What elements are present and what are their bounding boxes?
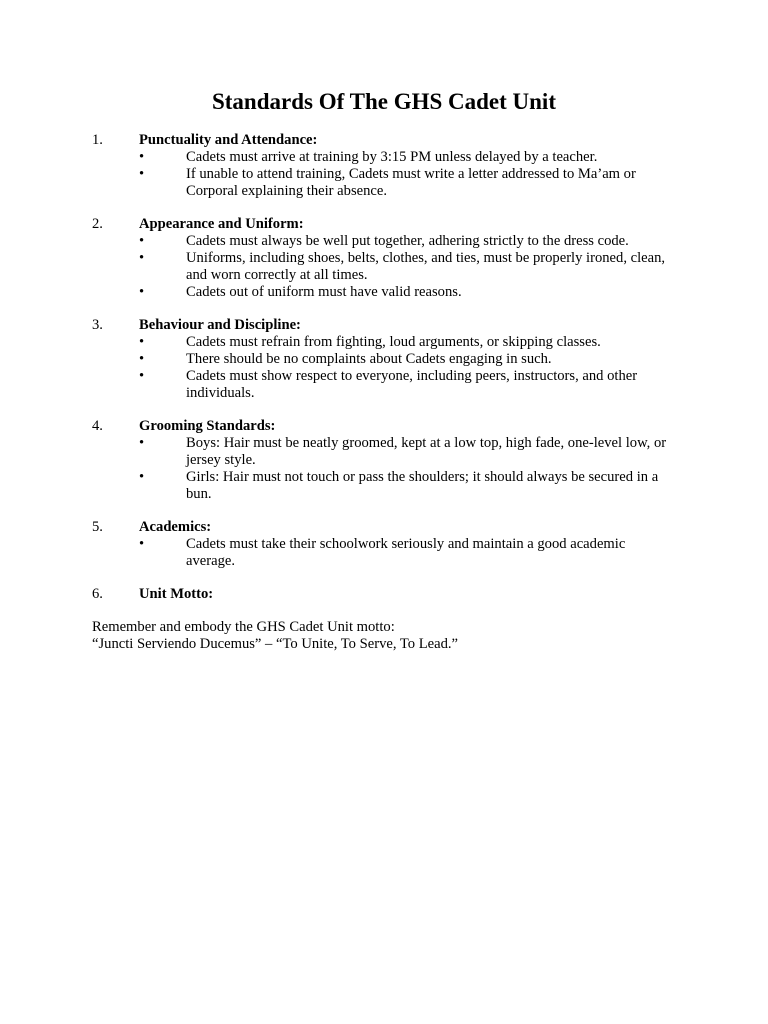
section-number: 1.	[92, 132, 103, 148]
section-heading	[92, 216, 672, 233]
section-academics	[92, 519, 672, 570]
section-behaviour	[92, 317, 672, 402]
list-item-text: Cadets must take their schoolwork seriously and maintain a good academic average.	[186, 536, 626, 569]
section-number: 4.	[92, 418, 103, 434]
motto-intro: Remember and embody the GHS Cadet Unit motto:	[92, 619, 395, 635]
section-number: 3.	[92, 317, 103, 333]
section-title: Unit Motto:	[139, 586, 214, 602]
section-heading	[92, 317, 672, 334]
bullet-icon: •	[139, 166, 145, 182]
list-item	[92, 334, 672, 351]
bullet-icon: •	[139, 435, 145, 451]
bullet-icon: •	[139, 368, 145, 384]
section-heading	[92, 132, 672, 149]
list-item	[92, 166, 672, 200]
section-title: Behaviour and Discipline:	[139, 317, 301, 333]
bullet-icon: •	[139, 334, 145, 350]
bullet-icon: •	[139, 351, 145, 367]
bullet-icon: •	[139, 536, 145, 552]
bullet-icon: •	[139, 233, 145, 249]
section-heading	[92, 586, 672, 603]
motto-block	[92, 619, 692, 653]
section-title: Appearance and Uniform:	[139, 216, 304, 232]
bullet-icon: •	[139, 149, 145, 165]
list-item-text: Cadets must show respect to everyone, including peers, instructors, and other individuals.	[186, 368, 638, 401]
section-title: Grooming Standards:	[139, 418, 276, 434]
page-title: Standards Of The GHS Cadet Unit	[211, 89, 556, 114]
standards-list	[92, 132, 672, 619]
list-item	[92, 435, 672, 469]
section-unit-motto	[92, 586, 672, 603]
section-title: Academics:	[139, 519, 212, 535]
section-heading	[92, 418, 672, 435]
list-item-text: Boys: Hair must be neatly groomed, kept at a low top, high fade, one-level low, or jersey style.	[186, 435, 667, 468]
motto-text: “Juncti Serviendo Ducemus” – “To Unite, To Serve, To Lead.”	[92, 636, 459, 652]
section-punctuality	[92, 132, 672, 200]
list-item-text: There should be no complaints about Cadets engaging in such.	[186, 351, 552, 367]
section-number: 5.	[92, 519, 103, 535]
list-item-text: If unable to attend training, Cadets must write a letter addressed to Ma’am or Corporal explaining their absence.	[186, 166, 636, 199]
section-title: Punctuality and Attendance:	[139, 132, 318, 148]
list-item	[92, 368, 672, 402]
list-item	[92, 250, 672, 284]
bullet-icon: •	[139, 469, 145, 485]
bullet-icon: •	[139, 250, 145, 266]
bullet-icon: •	[139, 284, 145, 300]
list-item	[92, 351, 672, 368]
section-number: 6.	[92, 586, 103, 602]
list-item-text: Cadets must arrive at training by 3:15 PM unless delayed by a teacher.	[186, 149, 598, 165]
section-appearance	[92, 216, 672, 301]
list-item-text: Cadets out of uniform must have valid reasons.	[186, 284, 462, 300]
list-item	[92, 284, 672, 301]
list-item	[92, 469, 672, 503]
list-item-text: Uniforms, including shoes, belts, clothes, and ties, must be properly ironed, clean, and worn correctly at all times.	[186, 250, 666, 283]
list-item	[92, 233, 672, 250]
list-item-text: Girls: Hair must not touch or pass the shoulders; it should always be secured in a bun.	[186, 469, 659, 502]
list-item-text: Cadets must refrain from fighting, loud arguments, or skipping classes.	[186, 334, 601, 350]
list-item	[92, 536, 672, 570]
section-heading	[92, 519, 672, 536]
list-item	[92, 149, 672, 166]
section-grooming	[92, 418, 672, 503]
section-number: 2.	[92, 216, 103, 232]
list-item-text: Cadets must always be well put together, adhering strictly to the dress code.	[186, 233, 629, 249]
